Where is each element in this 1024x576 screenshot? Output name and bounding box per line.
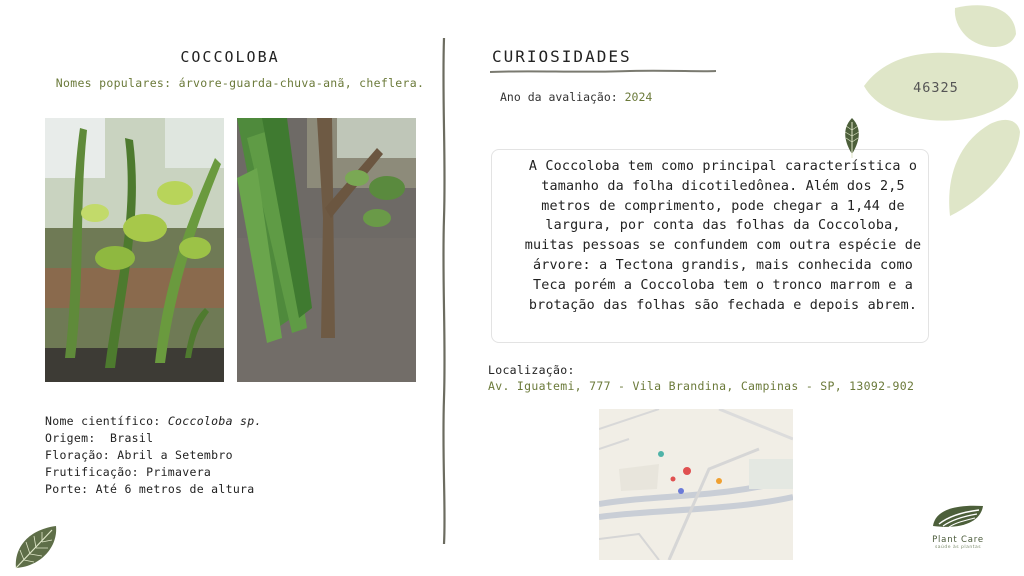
plant-photo-2 [237, 118, 416, 382]
evaluation-year-value: 2024 [624, 90, 653, 104]
fruiting-value: Primavera [146, 465, 212, 479]
plant-title: COCCOLOBA [180, 48, 280, 66]
title-underline [490, 68, 716, 76]
description-text: A Coccoloba tem como principal característica o tamanho da folha dicotiledônea. Além dos 2,5 metros de comprimento, pode chegar a 1,44 de largura, por conta das folhas da Coccoloba, muitas pessoas se confundem com outra espécie de árvore: a Tectona grandis, mais conhecida como Teca porém a Coccoloba tem o tronco marrom e a brotação das folhas são fechada e depois abrem. [524, 159, 922, 313]
size-row [45, 481, 262, 498]
location-map [599, 409, 793, 560]
fruiting-row [45, 464, 262, 481]
plant-care-logo [918, 502, 998, 554]
flowering-value: Abril a Setembro [117, 448, 233, 462]
vertical-divider [441, 38, 447, 544]
evaluation-year [500, 90, 652, 104]
leaves-decoration-icon [860, 0, 1024, 222]
origin-value: Brasil [110, 431, 154, 445]
size-label: Porte: [45, 482, 96, 496]
popular-names [30, 76, 450, 90]
curiosities-title: CURIOSIDADES [492, 47, 632, 66]
plant-code: 46325 [913, 80, 959, 96]
origin-row [45, 430, 262, 447]
plant-photo-1 [45, 118, 224, 382]
origin-label: Origem: [45, 431, 111, 445]
plant-info [45, 413, 262, 498]
leaf-logo-icon [931, 502, 985, 530]
location-address: Av. Iguatemi, 777 - Vila Brandina, Campinas - SP, 13092-902 [488, 379, 915, 393]
flowering-label: Floração: [45, 448, 118, 462]
popular-names-value: árvore-guarda-chuva-anã, cheflera. [178, 76, 425, 90]
location-label: Localização: [488, 363, 575, 377]
flowering-row [45, 447, 262, 464]
logo-name: Plant Care [932, 535, 984, 545]
evaluation-year-label: Ano da avaliação: [500, 90, 625, 104]
scientific-name-value: Coccoloba sp. [167, 414, 262, 428]
tropical-leaf-icon [12, 522, 60, 570]
scientific-name-label: Nome científico: [45, 414, 168, 428]
fruiting-label: Frutificação: [45, 465, 147, 479]
popular-names-label: Nomes populares: [55, 76, 179, 90]
logo-tagline: saúde às plantas [934, 545, 982, 550]
size-value: Até 6 metros de altura [95, 482, 255, 496]
small-leaf-icon [840, 118, 864, 158]
scientific-name-row [45, 413, 262, 430]
